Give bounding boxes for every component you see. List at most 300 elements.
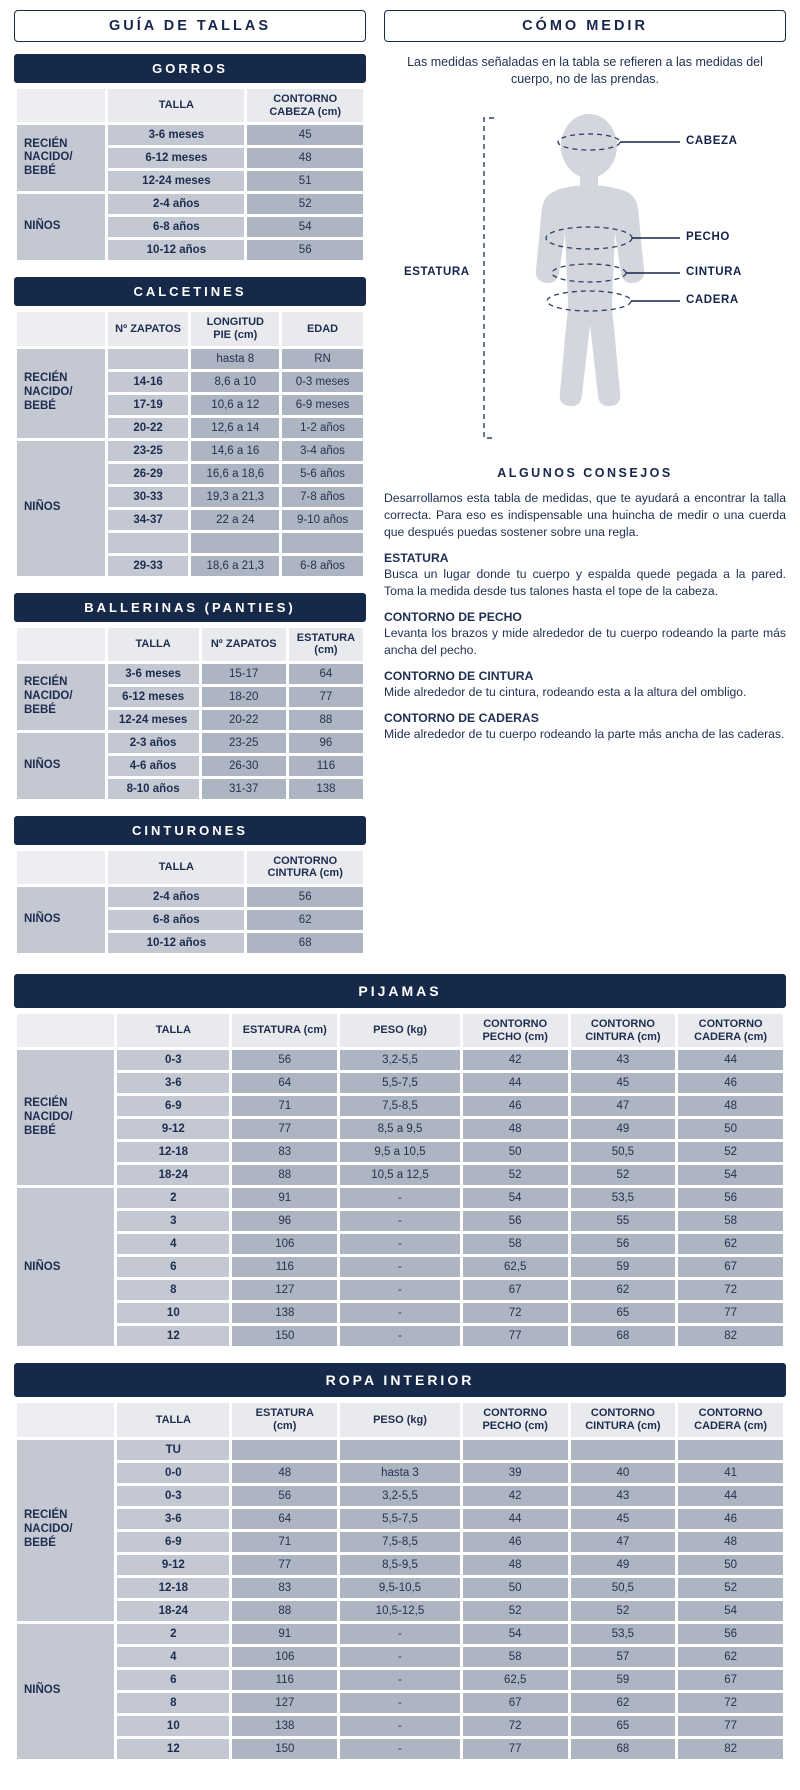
figure-label-cintura: CINTURA [686,265,742,278]
cell-value: 5,5-7,5 [340,1073,460,1093]
cell-value: 5,5-7,5 [340,1509,460,1529]
cell-value: 48 [247,148,363,168]
cell-value: - [340,1739,460,1759]
cell-value: - [340,1211,460,1231]
cell-value: 138 [232,1716,337,1736]
cell-talla: 10-12 años [108,933,244,953]
cell-value: hasta 3 [340,1463,460,1483]
table-row [17,1326,783,1346]
row-category-bebe: RECIÉN NACIDO/ BEBÉ [17,1440,114,1621]
cell-value: 52 [678,1142,783,1162]
col-blank [17,628,105,661]
cell-value: - [340,1303,460,1323]
table-row [17,1693,783,1713]
table-block-calcetines [14,277,366,578]
cell-value: 43 [571,1050,676,1070]
cell-value: 56 [232,1486,337,1506]
cell-value: 91 [232,1624,337,1644]
table-row [17,1624,783,1644]
cell-value: 18-20 [202,687,286,707]
cell-talla: 30-33 [108,487,189,507]
row-category-ninos: NIÑOS [17,1624,114,1759]
col-blank [17,1403,114,1436]
cell-value: 72 [463,1303,568,1323]
right-column [384,10,786,753]
cell-value: 67 [678,1670,783,1690]
page-title-how-to-measure: CÓMO MEDIR [384,10,786,42]
col-contorno-cintura: CONTORNO CINTURA (cm) [571,1403,676,1436]
cell-value: 58 [463,1647,568,1667]
tip-pecho-title: CONTORNO DE PECHO [384,610,522,625]
cell-value: 49 [571,1555,676,1575]
cell-value: 40 [571,1463,676,1483]
cell-talla: 9-12 [117,1119,229,1139]
table-title-cinturones: CINTURONES [14,816,366,845]
cell-value: 8,5-9,5 [340,1555,460,1575]
cell-value: 54 [463,1624,568,1644]
cell-value: 59 [571,1257,676,1277]
cell-value: 56 [247,887,363,907]
table-row [17,194,363,214]
cell-value: 54 [678,1165,783,1185]
tip-estatura [384,551,786,600]
table-ropa-interior [14,1400,786,1761]
top-two-column-layout [14,10,786,970]
cell-empty [232,1440,337,1460]
cell-value: 47 [571,1096,676,1116]
cell-value: 88 [232,1601,337,1621]
cell-value: 58 [463,1234,568,1254]
table-header-row [17,1403,783,1436]
cell-value: 56 [463,1211,568,1231]
table-header-row [17,628,363,661]
cell-value: 46 [678,1073,783,1093]
figure-label-cabeza: CABEZA [686,134,738,147]
row-category-bebe: RECIÉN NACIDO/ BEBÉ [17,664,105,730]
cell-value: 49 [571,1119,676,1139]
cell-talla: 0-3 [117,1486,229,1506]
tip-caderas-title: CONTORNO DE CADERAS [384,711,539,726]
cell-talla: 10-12 años [108,240,244,260]
cell-talla: 6 [117,1257,229,1277]
cell-value: 50,5 [571,1578,676,1598]
cell-value: 50 [463,1142,568,1162]
table-title-pijamas: PIJAMAS [14,974,786,1008]
cell-value: hasta 8 [191,349,279,369]
cell-talla: 6 [117,1670,229,1690]
cell-talla: 2 [117,1624,229,1644]
cell-value: 106 [232,1234,337,1254]
tip-estatura-text: Busca un lugar donde tu cuerpo y espalda quede pegada a la pared. Toma la medida desde tus talones hasta el tope de la cabeza. [384,566,786,599]
table-row [17,1188,783,1208]
cell-talla: 6-8 años [108,217,244,237]
cell-value: 116 [232,1670,337,1690]
row-category-ninos: NIÑOS [17,1188,114,1346]
tip-cintura-title: CONTORNO DE CINTURA [384,669,534,684]
table-header-row [17,89,363,122]
cell-talla: 14-16 [108,372,189,392]
table-row [17,1142,783,1162]
col-contorno-cadera: CONTORNO CADERA (cm) [678,1014,783,1047]
cell-value: 20-22 [202,710,286,730]
cell-value: - [340,1188,460,1208]
table-block-gorros [14,54,366,263]
cell-talla: 6-9 [117,1532,229,1552]
cell-value: 22 a 24 [191,510,279,530]
col-contorno-cadera: CONTORNO CADERA (cm) [678,1403,783,1436]
table-cinturones [14,848,366,956]
row-category-bebe: RECIÉN NACIDO/ BEBÉ [17,1050,114,1185]
cell-talla: 3-6 [117,1509,229,1529]
col-contorno-cabeza: CONTORNO CABEZA (cm) [247,89,363,122]
cell-value: 138 [289,779,363,799]
tip-caderas [384,711,786,743]
table-row [17,1509,783,1529]
tips-heading: ALGUNOS CONSEJOS [497,465,673,480]
col-talla: TALLA [108,89,244,122]
table-row [17,1280,783,1300]
col-talla: TALLA [108,628,199,661]
cell-value: - [340,1326,460,1346]
col-blank [17,851,105,884]
cell-value: 3,2-5,5 [340,1486,460,1506]
cell-value: 46 [678,1509,783,1529]
table-row [17,1739,783,1759]
cell-talla: 3-6 meses [108,664,199,684]
cell-value: 9,5-10,5 [340,1578,460,1598]
table-row [17,125,363,145]
col-longitud-pie: LONGITUD PIE (cm) [191,312,279,345]
cell-value: 127 [232,1693,337,1713]
cell-value: 6-8 años [282,556,363,576]
cell-value: 56 [678,1624,783,1644]
cell-value: 150 [232,1326,337,1346]
table-ballerinas [14,625,366,802]
table-row [17,1119,783,1139]
table-row [17,1532,783,1552]
table-row [17,1165,783,1185]
table-row [17,1211,783,1231]
cell-value: 50 [678,1555,783,1575]
cell-value: 77 [678,1303,783,1323]
table-header-row [17,851,363,884]
col-peso: PESO (kg) [340,1014,460,1047]
col-contorno-cintura: CONTORNO CINTURA (cm) [571,1014,676,1047]
cell-value: 67 [463,1280,568,1300]
cell-value: 72 [678,1280,783,1300]
cell-value: 14,6 a 16 [191,441,279,461]
cell-value: 6-9 meses [282,395,363,415]
cell-value: 64 [232,1509,337,1529]
row-category-bebe: RECIÉN NACIDO/ BEBÉ [17,349,105,438]
cell-value: 18,6 a 21,3 [191,556,279,576]
cell-value: 43 [571,1486,676,1506]
cell-talla: 4 [117,1647,229,1667]
table-row [17,1463,783,1483]
cell-value: 46 [463,1096,568,1116]
cell-value: 96 [232,1211,337,1231]
cell-value: 10,5-12,5 [340,1601,460,1621]
col-peso: PESO (kg) [340,1403,460,1436]
cell-value: 16,6 a 18,6 [191,464,279,484]
cell-value: 91 [232,1188,337,1208]
figure-label-cadera: CADERA [686,293,739,306]
cell-value: 57 [571,1647,676,1667]
cell-value: 106 [232,1647,337,1667]
cell-value: - [340,1234,460,1254]
cell-value: 83 [232,1578,337,1598]
col-contorno-pecho: CONTORNO PECHO (cm) [463,1014,568,1047]
table-block-cinturones [14,816,366,956]
cell-value: 82 [678,1739,783,1759]
cell-value: 47 [571,1532,676,1552]
cell-empty [282,533,363,553]
cell-talla: 10 [117,1303,229,1323]
cell-value: 62 [678,1647,783,1667]
cell-talla: 3-6 [117,1073,229,1093]
row-category-ninos: NIÑOS [17,441,105,576]
cell-talla: 8 [117,1693,229,1713]
cell-value: 44 [463,1073,568,1093]
cell-value: 12,6 a 14 [191,418,279,438]
cell-talla: 0-0 [117,1463,229,1483]
cell-value: 9-10 años [282,510,363,530]
figure-label-estatura: ESTATURA [404,265,470,278]
cell-talla: 4-6 años [108,756,199,776]
cell-value: 48 [678,1532,783,1552]
cell-value: 71 [232,1096,337,1116]
cell-talla [108,349,189,369]
col-contorno-cintura: CONTORNO CINTURA (cm) [247,851,363,884]
cell-value: 77 [232,1555,337,1575]
cell-value: 52 [678,1578,783,1598]
cell-talla: 12-24 meses [108,171,244,191]
cell-value: 48 [463,1555,568,1575]
tip-estatura-title: ESTATURA [384,550,449,565]
cell-value: 67 [463,1693,568,1713]
cell-talla: 12-24 meses [108,710,199,730]
cell-value: 52 [247,194,363,214]
table-title-calcetines: CALCETINES [14,277,366,306]
cell-value: 56 [247,240,363,260]
table-row [17,1486,783,1506]
cell-value: 50 [463,1578,568,1598]
table-header-row [17,312,363,345]
cell-value: 54 [463,1188,568,1208]
cell-value: 52 [463,1165,568,1185]
cell-value: 46 [463,1532,568,1552]
cell-value: 62,5 [463,1257,568,1277]
cell-value: 52 [463,1601,568,1621]
cell-empty [108,533,189,553]
cell-empty [678,1440,783,1460]
table-row [17,441,363,461]
measurement-figure [384,98,786,458]
table-row [17,1096,783,1116]
cell-value: 72 [678,1693,783,1713]
cell-value: 52 [571,1601,676,1621]
cell-value: - [340,1257,460,1277]
cell-talla: 8 [117,1280,229,1300]
cell-talla: 6-8 años [108,910,244,930]
cell-talla: 8-10 años [108,779,199,799]
cell-value: 62 [571,1280,676,1300]
table-calcetines [14,309,366,578]
cell-value: 62 [678,1234,783,1254]
cell-value: 88 [232,1165,337,1185]
cell-talla: 12 [117,1326,229,1346]
cell-value: 39 [463,1463,568,1483]
col-n-zapatos: Nº ZAPATOS [202,628,286,661]
cell-value: 68 [571,1326,676,1346]
body-diagram-svg [384,98,784,458]
cell-value: 88 [289,710,363,730]
col-estatura: ESTATURA (cm) [232,1403,337,1436]
cell-value: 96 [289,733,363,753]
cell-value: 56 [232,1050,337,1070]
col-edad: EDAD [282,312,363,345]
cell-value: 5-6 años [282,464,363,484]
cell-empty [571,1440,676,1460]
col-contorno-pecho: CONTORNO PECHO (cm) [463,1403,568,1436]
cell-value: 48 [463,1119,568,1139]
page-title-guide: GUÍA DE TALLAS [14,10,366,42]
cell-talla: 2-4 años [108,194,244,214]
cell-value: 8,6 a 10 [191,372,279,392]
cell-empty [191,533,279,553]
table-gorros [14,86,366,263]
tip-cintura [384,669,786,701]
cell-value: 68 [571,1739,676,1759]
table-row [17,1670,783,1690]
tip-caderas-text: Mide alrededor de tu cuerpo rodeando la parte más ancha de las caderas. [384,727,785,742]
row-category-ninos: NIÑOS [17,887,105,953]
table-row [17,1601,783,1621]
cell-talla: 10 [117,1716,229,1736]
cell-value: 48 [232,1463,337,1483]
table-row [17,1647,783,1667]
table-row [17,664,363,684]
cell-value: 0-3 meses [282,372,363,392]
cell-talla: 9-12 [117,1555,229,1575]
cell-value: 64 [289,664,363,684]
cell-value: 150 [232,1739,337,1759]
table-row [17,1303,783,1323]
table-row [17,1578,783,1598]
cell-value: 54 [247,217,363,237]
cell-value: 44 [678,1486,783,1506]
cell-value: 83 [232,1142,337,1162]
cell-value: - [340,1693,460,1713]
table-row [17,887,363,907]
cell-value: 7,5-8,5 [340,1096,460,1116]
cell-value: - [340,1280,460,1300]
table-row [17,1716,783,1736]
col-blank [17,89,105,122]
col-talla: TALLA [108,851,244,884]
cell-talla: 6-12 meses [108,687,199,707]
cell-value: 64 [232,1073,337,1093]
table-title-ballerinas: BALLERINAS (PANTIES) [14,593,366,622]
table-row [17,1073,783,1093]
cell-value: 67 [678,1257,783,1277]
table-block-pijamas [14,974,786,1349]
row-category-ninos: NIÑOS [17,733,105,799]
cell-value: 138 [232,1303,337,1323]
cell-empty [340,1440,460,1460]
cell-talla: 12-18 [117,1578,229,1598]
cell-value: 62 [247,910,363,930]
table-block-ropa-interior [14,1363,786,1761]
cell-value: 45 [247,125,363,145]
tip-cintura-text: Mide alrededor de tu cintura, rodeando esta a la altura del ombligo. [384,685,747,700]
cell-value: - [340,1670,460,1690]
cell-value: 23-25 [202,733,286,753]
table-row [17,733,363,753]
cell-value: 44 [678,1050,783,1070]
cell-talla: 17-19 [108,395,189,415]
col-estatura: ESTATURA (cm) [289,628,363,661]
cell-value: - [340,1716,460,1736]
cell-value: 53,5 [571,1188,676,1208]
cell-talla: 2-3 años [108,733,199,753]
cell-value: 7,5-8,5 [340,1532,460,1552]
cell-talla: 26-29 [108,464,189,484]
table-row [17,1234,783,1254]
row-category-bebe: RECIÉN NACIDO/ BEBÉ [17,125,105,191]
col-estatura: ESTATURA (cm) [232,1014,337,1047]
table-row [17,349,363,369]
cell-value: 7-8 años [282,487,363,507]
table-title-ropa-interior: ROPA INTERIOR [14,1363,786,1397]
col-blank [17,312,105,345]
cell-value: 82 [678,1326,783,1346]
cell-value: 56 [678,1188,783,1208]
cell-value: 77 [463,1326,568,1346]
cell-value: 1-2 años [282,418,363,438]
cell-value: - [340,1647,460,1667]
cell-value: 65 [571,1716,676,1736]
left-column [14,10,366,970]
cell-value: 3,2-5,5 [340,1050,460,1070]
cell-value: 59 [571,1670,676,1690]
cell-value: 53,5 [571,1624,676,1644]
cell-value: 42 [463,1050,568,1070]
cell-talla: 34-37 [108,510,189,530]
cell-value: 116 [289,756,363,776]
cell-value: 45 [571,1073,676,1093]
cell-talla: 29-33 [108,556,189,576]
cell-talla: 3-6 meses [108,125,244,145]
cell-value: 54 [678,1601,783,1621]
cell-value: 48 [678,1096,783,1116]
col-blank [17,1014,114,1047]
cell-value: 77 [678,1716,783,1736]
col-talla: TALLA [117,1014,229,1047]
cell-value: 71 [232,1532,337,1552]
table-block-ballerinas [14,593,366,802]
cell-value: 15-17 [202,664,286,684]
table-pijamas [14,1011,786,1349]
cell-value: 45 [571,1509,676,1529]
cell-value: 50,5 [571,1142,676,1162]
cell-value: 51 [247,171,363,191]
cell-value: 62 [571,1693,676,1713]
cell-talla: 4 [117,1234,229,1254]
cell-empty [463,1440,568,1460]
cell-talla: 20-22 [108,418,189,438]
cell-value: 72 [463,1716,568,1736]
